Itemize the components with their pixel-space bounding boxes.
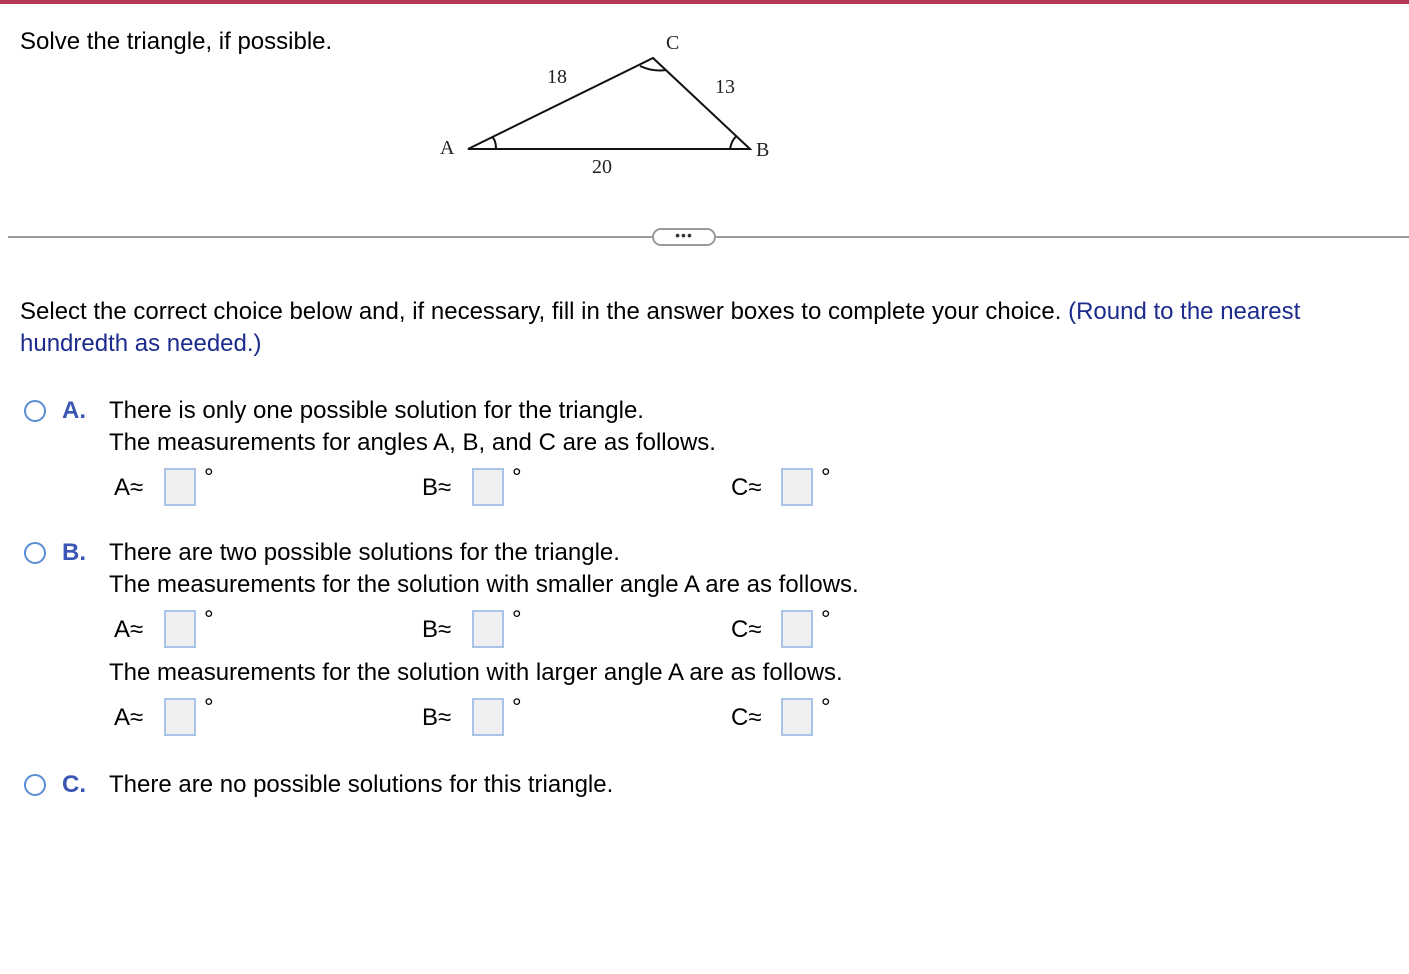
degree-symbol: ° — [821, 606, 831, 633]
triangle-outline — [468, 58, 750, 149]
angle-a-label: A≈ — [114, 474, 144, 501]
choice-a-angle-c-input[interactable] — [781, 468, 813, 506]
choice-b-line2: The measurements for the solution with smaller angle A are as follows. — [109, 571, 859, 598]
side-label-cb: 13 — [715, 76, 735, 98]
choice-a-angle-b-input[interactable] — [472, 468, 504, 506]
degree-symbol: ° — [204, 694, 214, 721]
degree-symbol: ° — [204, 606, 214, 633]
divider-right — [716, 236, 1409, 238]
instructions-hint: (Round to the nearest hundredth as needed.) — [20, 298, 1301, 357]
choice-b-line3: The measurements for the solution with larger angle A are as follows. — [109, 659, 843, 686]
degree-symbol: ° — [512, 606, 522, 633]
choice-b-small-angle-a-input[interactable] — [164, 610, 196, 648]
choice-c-letter: C. — [62, 771, 86, 798]
divider-left — [8, 236, 652, 238]
choice-c-radio[interactable] — [24, 774, 46, 796]
angle-a-label: A≈ — [114, 704, 144, 731]
vertex-label-a: A — [440, 137, 455, 159]
vertex-label-c: C — [666, 32, 680, 54]
side-label-ac: 18 — [547, 66, 567, 88]
degree-symbol: ° — [512, 464, 522, 491]
degree-symbol: ° — [821, 694, 831, 721]
angle-c-label: C≈ — [731, 474, 762, 501]
degree-symbol: ° — [204, 464, 214, 491]
question-prompt: Solve the triangle, if possible. — [20, 28, 333, 55]
instructions — [20, 296, 1390, 360]
angle-b-label: B≈ — [422, 704, 452, 731]
vertex-label-b: B — [756, 139, 770, 161]
choice-b-large-angle-c-input[interactable] — [781, 698, 813, 736]
choice-a-line1: There is only one possible solution for the triangle. — [109, 397, 644, 424]
angle-b-label: B≈ — [422, 474, 452, 501]
choice-a-radio[interactable] — [24, 400, 46, 422]
choice-b-small-angle-c-input[interactable] — [781, 610, 813, 648]
angle-arc-b — [730, 136, 737, 149]
choice-b-large-angle-b-input[interactable] — [472, 698, 504, 736]
choice-a-line2: The measurements for angles A, B, and C are as follows. — [109, 429, 716, 456]
expand-more-button[interactable]: ••• — [652, 228, 716, 246]
choice-a-letter: A. — [62, 397, 86, 424]
triangle-diagram — [430, 28, 790, 188]
degree-symbol: ° — [821, 464, 831, 491]
instructions-main: Select the correct choice below and, if necessary, fill in the answer boxes to complete your choice. — [20, 298, 1062, 325]
degree-symbol: ° — [512, 694, 522, 721]
angle-c-label: C≈ — [731, 704, 762, 731]
choice-b-large-angle-a-input[interactable] — [164, 698, 196, 736]
choice-a-angle-a-input[interactable] — [164, 468, 196, 506]
choice-b-radio[interactable] — [24, 542, 46, 564]
side-label-ab: 20 — [592, 156, 612, 178]
angle-a-label: A≈ — [114, 616, 144, 643]
angle-b-label: B≈ — [422, 616, 452, 643]
angle-c-label: C≈ — [731, 616, 762, 643]
choice-c-line1: There are no possible solutions for this triangle. — [109, 771, 614, 798]
top-accent-bar — [0, 0, 1409, 4]
angle-arc-a — [492, 137, 496, 149]
choice-b-small-angle-b-input[interactable] — [472, 610, 504, 648]
choice-b-line1: There are two possible solutions for the triangle. — [109, 539, 620, 566]
choice-b-letter: B. — [62, 539, 86, 566]
